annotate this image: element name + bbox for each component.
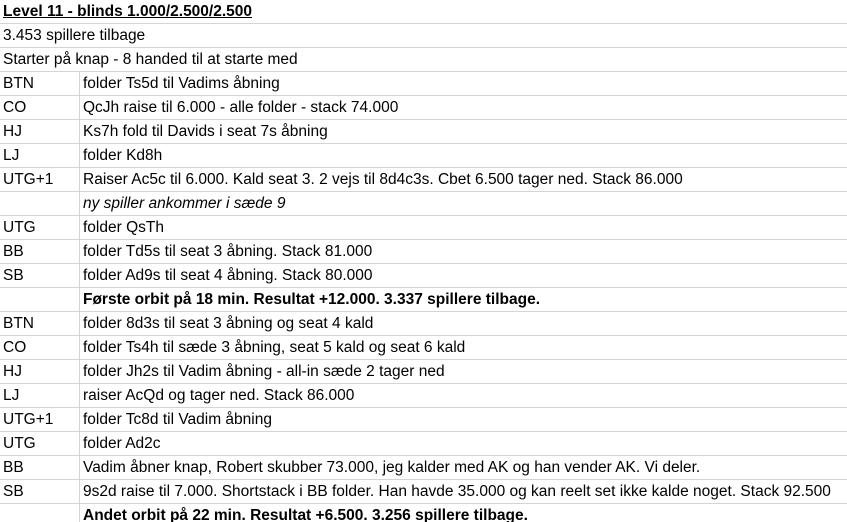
table-row[interactable] [0, 504, 847, 522]
hand-note-cell[interactable]: folder Ts4h til sæde 3 åbning, seat 5 kald og seat 6 kald [83, 339, 466, 356]
level-title[interactable]: Level 11 - blinds 1.000/2.500/2.500 [3, 3, 253, 20]
table-row[interactable] [0, 480, 847, 504]
table-row[interactable] [0, 96, 847, 120]
position-cell[interactable]: HJ [0, 120, 80, 143]
hand-note-cell[interactable]: folder Jh2s til Vadim åbning - all-in sæde 2 tager ned [83, 363, 445, 380]
table-row[interactable] [0, 360, 847, 384]
table-row[interactable] [0, 384, 847, 408]
position-cell[interactable]: UTG+1 [0, 408, 80, 431]
position-cell[interactable]: UTG+1 [0, 168, 80, 191]
position-cell[interactable]: BTN [0, 312, 80, 335]
table-row[interactable] [0, 120, 847, 144]
position-cell[interactable]: CO [0, 336, 80, 359]
position-cell[interactable]: LJ [0, 144, 80, 167]
new-player-note-cell[interactable]: ny spiller ankommer i sæde 9 [83, 195, 286, 212]
table-row[interactable] [0, 72, 847, 96]
start-note-row[interactable] [0, 48, 847, 72]
hand-note-cell[interactable]: 9s2d raise til 7.000. Shortstack i BB folder. Han havde 35.000 og kan reelt set ikke kalde noget. Stack 92.500 [83, 483, 831, 500]
hand-note-cell[interactable]: folder QsTh [83, 219, 164, 236]
position-cell[interactable]: BTN [0, 72, 80, 95]
table-row[interactable] [0, 264, 847, 288]
position-cell[interactable]: LJ [0, 384, 80, 407]
hand-note-cell[interactable]: folder Kd8h [83, 147, 163, 164]
position-cell[interactable]: HJ [0, 360, 80, 383]
table-row[interactable] [0, 456, 847, 480]
players-left-row[interactable] [0, 24, 847, 48]
table-row[interactable] [0, 144, 847, 168]
orbit-summary-cell[interactable]: Første orbit på 18 min. Resultat +12.000. 3.337 spillere tilbage. [83, 291, 541, 308]
hand-note-cell[interactable]: Vadim åbner knap, Robert skubber 73.000, jeg kalder med AK og han vender AK. Vi deler. [83, 459, 701, 476]
title-row[interactable] [0, 0, 847, 24]
position-cell[interactable]: BB [0, 456, 80, 479]
orbit-summary-cell[interactable]: Andet orbit på 22 min. Resultat +6.500. 3.256 spillere tilbage. [83, 507, 528, 522]
table-row[interactable] [0, 216, 847, 240]
table-row[interactable] [0, 192, 847, 216]
table-row[interactable] [0, 288, 847, 312]
hand-note-cell[interactable]: folder Ts5d til Vadims åbning [83, 75, 280, 92]
position-cell[interactable] [0, 192, 80, 215]
position-cell[interactable]: BB [0, 240, 80, 263]
hand-note-cell[interactable]: folder Tc8d til Vadim åbning [83, 411, 272, 428]
hand-note-cell[interactable]: raiser AcQd og tager ned. Stack 86.000 [83, 387, 355, 404]
position-cell[interactable]: SB [0, 264, 80, 287]
start-note-text[interactable]: Starter på knap - 8 handed til at starte med [3, 51, 298, 68]
position-cell[interactable]: UTG [0, 432, 80, 455]
hand-note-cell[interactable]: QcJh raise til 6.000 - alle folder - stack 74.000 [83, 99, 399, 116]
table-row[interactable] [0, 408, 847, 432]
table-row[interactable] [0, 336, 847, 360]
table-row[interactable] [0, 312, 847, 336]
position-cell[interactable]: CO [0, 96, 80, 119]
position-cell[interactable] [0, 504, 80, 522]
position-cell[interactable]: SB [0, 480, 80, 503]
hand-note-cell[interactable]: folder 8d3s til seat 3 åbning og seat 4 kald [83, 315, 374, 332]
hand-note-cell[interactable]: folder Ad2c [83, 435, 161, 452]
table-row[interactable] [0, 168, 847, 192]
position-cell[interactable]: UTG [0, 216, 80, 239]
hand-note-cell[interactable]: folder Td5s til seat 3 åbning. Stack 81.000 [83, 243, 373, 260]
players-left-text[interactable]: 3.453 spillere tilbage [3, 27, 146, 44]
hand-note-cell[interactable]: Raiser Ac5c til 6.000. Kald seat 3. 2 vejs til 8d4c3s. Cbet 6.500 tager ned. Stack 86.000 [83, 171, 683, 188]
hand-note-cell[interactable]: Ks7h fold til Davids i seat 7s åbning [83, 123, 328, 140]
table-row[interactable] [0, 432, 847, 456]
hand-note-cell[interactable]: folder Ad9s til seat 4 åbning. Stack 80.000 [83, 267, 373, 284]
position-cell[interactable] [0, 288, 80, 311]
table-row[interactable] [0, 240, 847, 264]
